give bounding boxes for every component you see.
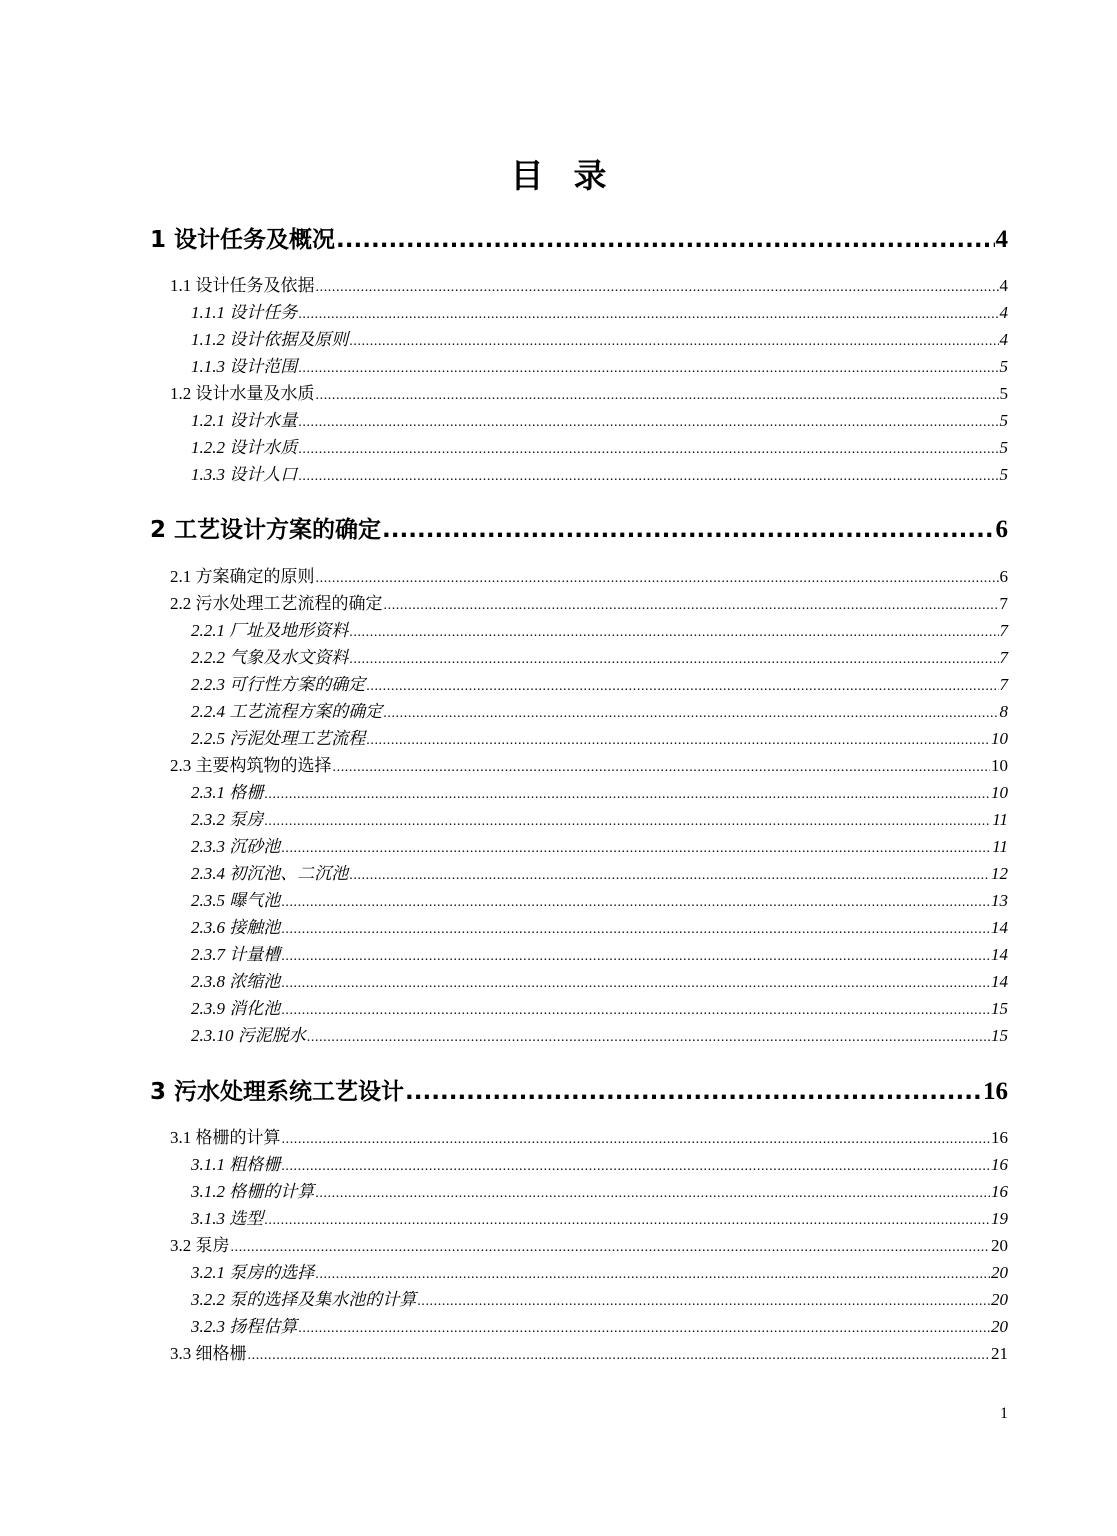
dot-leader: [336, 220, 994, 260]
toc-entry-page: 20: [991, 1317, 1008, 1336]
toc-entry-subsection[interactable]: [191, 326, 1008, 353]
toc-entry-label: 1.2.1 设计水量: [191, 411, 298, 430]
toc-entry-page: 19: [991, 1209, 1008, 1228]
dot-leader: [383, 700, 998, 727]
toc-entry-section[interactable]: [170, 752, 1008, 779]
dot-leader: [264, 808, 991, 835]
toc-entry-page: 15: [991, 1026, 1008, 1045]
toc-entry-subsection[interactable]: [191, 1151, 1008, 1178]
toc-entry-section[interactable]: [170, 380, 1008, 407]
dot-leader: [315, 1180, 990, 1207]
toc-entry-label: 1.1.2 设计依据及原则: [191, 330, 349, 349]
dot-leader: [405, 1072, 982, 1112]
footer-page-number: 1: [1000, 1405, 1008, 1422]
dot-leader: [264, 1207, 990, 1234]
toc-entry-chapter[interactable]: [150, 510, 1008, 550]
toc-entry-subsection[interactable]: [191, 806, 1008, 833]
dot-leader: [307, 1024, 990, 1051]
toc-entry-subsection[interactable]: [191, 860, 1008, 887]
dot-leader: [316, 274, 999, 301]
toc-entry-label: 3.1.3 选型: [191, 1209, 264, 1228]
toc-entry-page: 16: [991, 1182, 1008, 1201]
toc-entry-page: 15: [991, 999, 1008, 1018]
toc-entry-page: 10: [991, 783, 1008, 802]
toc-entry-subsection[interactable]: [191, 698, 1008, 725]
toc-entry-page: 20: [991, 1263, 1008, 1282]
toc-entry-subsection[interactable]: [191, 1313, 1008, 1340]
toc-entry-label: 2.1 方案确定的原则: [170, 567, 315, 586]
toc-entry-label: 2.3.3 沉砂池: [191, 837, 281, 856]
toc-entry-page: 7: [999, 594, 1008, 613]
toc-entry-label: 3.2.1 泵房的选择: [191, 1263, 315, 1282]
toc-entry-subsection[interactable]: [191, 353, 1008, 380]
toc-entry-subsection[interactable]: [191, 833, 1008, 860]
dot-leader: [231, 1234, 991, 1261]
toc-entry-subsection[interactable]: [191, 1022, 1008, 1049]
toc-entry-section[interactable]: [170, 1124, 1008, 1151]
dot-leader: [417, 1288, 990, 1315]
toc-entry-label: 2.3.2 泵房: [191, 810, 264, 829]
toc-entry-page: 12: [991, 864, 1008, 883]
toc-entry-subsection[interactable]: [191, 1286, 1008, 1313]
toc-entry-label: 2.2.5 污泥处理工艺流程: [191, 729, 366, 748]
toc-entry-label: 2.3.8 浓缩池: [191, 972, 281, 991]
toc-entry-page: 20: [991, 1236, 1008, 1255]
toc-entry-chapter[interactable]: [150, 220, 1008, 260]
toc-title-part-1: 目: [510, 156, 544, 195]
dot-leader: [349, 646, 998, 673]
toc-entry-subsection[interactable]: [191, 671, 1008, 698]
dot-leader: [281, 916, 990, 943]
toc-entry-label: 2.3.9 消化池: [191, 999, 281, 1018]
toc-entry-subsection[interactable]: [191, 644, 1008, 671]
toc-entry-page: 7: [999, 621, 1008, 640]
toc-title: [0, 152, 1117, 200]
toc-entry-subsection[interactable]: [191, 1259, 1008, 1286]
toc-entry-section[interactable]: [170, 272, 1008, 299]
toc-entry-page: 5: [999, 384, 1008, 403]
toc-entry-label: 2.3 主要构筑物的选择: [170, 756, 332, 775]
toc-entry-page: 4: [999, 276, 1008, 295]
dot-leader: [264, 781, 990, 808]
toc-entry-label: 2.2 污水处理工艺流程的确定: [170, 594, 383, 613]
toc-entry-section[interactable]: [170, 1232, 1008, 1259]
toc-entry-label: 2.3.6 接触池: [191, 918, 281, 937]
dot-leader: [281, 997, 990, 1024]
toc-entry-page: 8: [999, 702, 1008, 721]
toc-entry-section[interactable]: [170, 563, 1008, 590]
toc-entry-subsection[interactable]: [191, 434, 1008, 461]
toc-entry-page: 14: [991, 972, 1008, 991]
toc-entry-page: 16: [991, 1128, 1008, 1147]
toc-entry-label: 3.1.1 粗格栅: [191, 1155, 281, 1174]
toc-entry-subsection[interactable]: [191, 461, 1008, 488]
dot-leader: [248, 1342, 991, 1369]
toc-entry-label: 3.1 格栅的计算: [170, 1128, 281, 1147]
toc-entry-chapter[interactable]: [150, 1072, 1008, 1112]
toc-entry-label: 2 工艺设计方案的确定: [150, 517, 382, 543]
toc-entry-label: 3.2.2 泵的选择及集水池的计算: [191, 1290, 417, 1309]
toc-entry-subsection[interactable]: [191, 1205, 1008, 1232]
dot-leader: [333, 754, 991, 781]
toc-entry-label: 1 设计任务及概况: [150, 227, 336, 253]
toc-entry-label: 2.3.10 污泥脱水: [191, 1026, 306, 1045]
toc-entry-page: 10: [991, 756, 1008, 775]
toc-entry-page: 4: [999, 330, 1008, 349]
toc-entry-label: 2.3.4 初沉池、二沉池: [191, 864, 349, 883]
dot-leader: [366, 673, 998, 700]
toc-entry-subsection[interactable]: [191, 995, 1008, 1022]
dot-leader: [281, 835, 991, 862]
toc-entry-label: 1.1.3 设计范围: [191, 357, 298, 376]
toc-entry-label: 3.2.3 扬程估算: [191, 1317, 298, 1336]
dot-leader: [282, 1126, 991, 1153]
toc-entry-subsection[interactable]: [191, 617, 1008, 644]
toc-entry-label: 2.2.4 工艺流程方案的确定: [191, 702, 383, 721]
dot-leader: [316, 382, 999, 409]
toc-entry-page: 20: [991, 1290, 1008, 1309]
toc-entry-subsection[interactable]: [191, 779, 1008, 806]
dot-leader: [281, 889, 990, 916]
toc-entry-page: 7: [999, 675, 1008, 694]
dot-leader: [382, 510, 994, 550]
toc-entry-page: 14: [991, 918, 1008, 937]
toc-title-part-2: 录: [573, 156, 607, 195]
toc-entry-section[interactable]: [170, 1340, 1008, 1367]
toc-entry-subsection[interactable]: [191, 914, 1008, 941]
dot-leader: [349, 619, 998, 646]
toc-entry-label: 1.1 设计任务及依据: [170, 276, 315, 295]
dot-leader: [366, 727, 990, 754]
toc-entry-page: 7: [999, 648, 1008, 667]
dot-leader: [298, 1315, 990, 1342]
toc-entry-page: 13: [991, 891, 1008, 910]
toc-entry-page: 16: [991, 1155, 1008, 1174]
toc-entry-page: 5: [999, 357, 1008, 376]
toc-entry-label: 3 污水处理系统工艺设计: [150, 1079, 405, 1105]
toc-entry-page: 5: [999, 465, 1008, 484]
toc-entry-page: 5: [999, 438, 1008, 457]
toc-entry-page: 6: [999, 567, 1008, 586]
toc-entry-label: 3.3 细格栅: [170, 1344, 247, 1363]
toc-entry-page: 11: [992, 810, 1008, 829]
toc-entry-label: 1.1.1 设计任务: [191, 303, 298, 322]
dot-leader: [384, 592, 999, 619]
toc-entry-subsection[interactable]: [191, 299, 1008, 326]
toc-entry-subsection[interactable]: [191, 407, 1008, 434]
toc-entry-label: 2.2.3 可行性方案的确定: [191, 675, 366, 694]
dot-leader: [298, 409, 998, 436]
toc-entry-label: 1.2.2 设计水质: [191, 438, 298, 457]
toc-entry-label: 2.3.5 曝气池: [191, 891, 281, 910]
toc-entry-page: 5: [999, 411, 1008, 430]
toc-entry-page: 21: [991, 1344, 1008, 1363]
dot-leader: [281, 943, 990, 970]
dot-leader: [298, 301, 998, 328]
toc-entry-section[interactable]: [170, 590, 1008, 617]
toc-entry-subsection[interactable]: [191, 887, 1008, 914]
toc-entry-page: 16: [983, 1078, 1008, 1105]
dot-leader: [298, 436, 998, 463]
toc-entry-label: 1.2 设计水量及水质: [170, 384, 315, 403]
toc-entry-label: 2.3.1 格栅: [191, 783, 264, 802]
toc-entry-page: 11: [992, 837, 1008, 856]
dot-leader: [298, 355, 998, 382]
toc-entry-label: 2.2.1 厂址及地形资料: [191, 621, 349, 640]
toc-entry-page: 10: [991, 729, 1008, 748]
toc-entry-page: 14: [991, 945, 1008, 964]
toc-entry-subsection[interactable]: [191, 941, 1008, 968]
dot-leader: [298, 463, 998, 490]
dot-leader: [315, 1261, 990, 1288]
toc-entry-label: 2.3.7 计量槽: [191, 945, 281, 964]
toc-entry-page: 6: [995, 516, 1008, 543]
toc-entry-label: 2.2.2 气象及水文资料: [191, 648, 349, 667]
toc-entry-subsection[interactable]: [191, 968, 1008, 995]
toc-entry-label: 3.1.2 格栅的计算: [191, 1182, 315, 1201]
toc-entry-subsection[interactable]: [191, 1178, 1008, 1205]
dot-leader: [349, 328, 998, 355]
toc-entry-label: 1.3.3 设计人口: [191, 465, 298, 484]
dot-leader: [349, 862, 990, 889]
toc-entry-page: 4: [995, 226, 1008, 253]
dot-leader: [281, 1153, 990, 1180]
toc-entry-label: 3.2 泵房: [170, 1236, 230, 1255]
toc-entry-subsection[interactable]: [191, 725, 1008, 752]
dot-leader: [316, 565, 999, 592]
toc-entry-page: 4: [999, 303, 1008, 322]
dot-leader: [281, 970, 990, 997]
